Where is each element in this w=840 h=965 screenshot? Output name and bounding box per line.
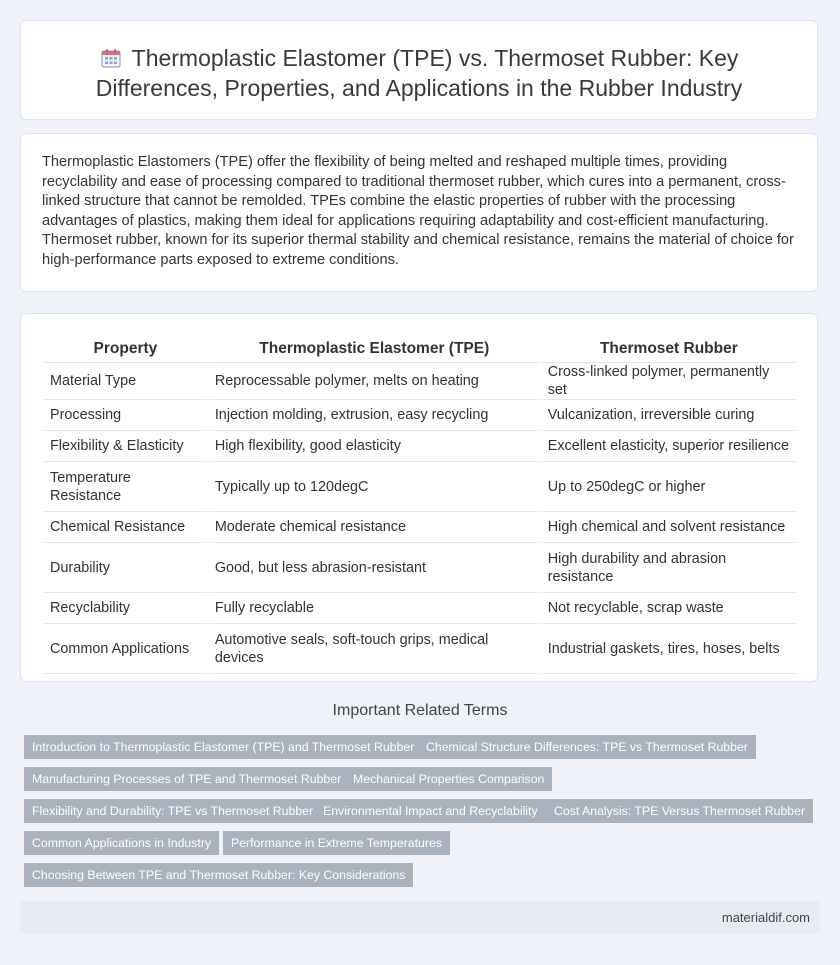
intro-paragraph: Thermoplastic Elastomers (TPE) offer the flexibility of being melted and reshaped multiple times, providing recyclability and ease of processing compared to traditional thermoset rubber, which cures into a permanent, cross-linked structure that cannot be remolded. TPEs combine the elastic properties of rubber with the processing advantages of plastics, making them ideal for applications requiring adaptability and cost-efficient manufacturing. Thermoset rubber, known for its superior thermal stability and chemical resistance, remains the material of choice for high-performance parts exposed to extreme conditions. (42, 154, 794, 268)
cell-thermoset: High chemical and solvent resistance (542, 512, 796, 543)
table-row (44, 363, 796, 400)
cell-property: Temperature Resistance (44, 462, 207, 512)
table-header-row (44, 332, 796, 363)
table-row (44, 543, 796, 593)
footer-site-link[interactable]: materialdif.com (721, 910, 810, 925)
related-terms-heading: Important Related Terms (332, 702, 508, 719)
cell-property: Processing (44, 400, 207, 431)
page-title: Thermoplastic Elastomer (TPE) vs. Thermoset Rubber: Key Differences, Properties, and Applications in the Rubber Industry (95, 45, 743, 101)
cell-tpe: Fully recyclable (209, 593, 540, 624)
related-tag[interactable]: Performance in Extreme Temperatures (223, 831, 450, 855)
header-tpe: Thermoplastic Elastomer (TPE) (209, 332, 540, 363)
cell-tpe: Moderate chemical resistance (209, 512, 540, 543)
cell-property: Recyclability (44, 593, 207, 624)
cell-tpe: Typically up to 120degC (209, 462, 540, 512)
header-property: Property (44, 332, 207, 363)
comparison-table (42, 332, 798, 674)
related-tag[interactable]: Introduction to Thermoplastic Elastomer (TPE) and Thermoset Rubber (24, 735, 422, 759)
cell-thermoset: High durability and abrasion resistance (542, 543, 796, 593)
calendar-icon (100, 46, 122, 68)
cell-thermoset: Cross-linked polymer, permanently set (542, 363, 796, 400)
cell-tpe: Automotive seals, soft-touch grips, medical devices (209, 624, 540, 674)
table-row (44, 624, 796, 674)
cell-tpe: Reprocessable polymer, melts on heating (209, 363, 540, 400)
related-tag[interactable]: Mechanical Properties Comparison (345, 767, 552, 791)
comparison-card (20, 313, 818, 682)
related-tag[interactable]: Manufacturing Processes of TPE and Thermoset Rubber (24, 767, 349, 791)
related-tag[interactable]: Common Applications in Industry (24, 831, 219, 855)
cell-thermoset: Industrial gaskets, tires, hoses, belts (542, 624, 796, 674)
cell-property: Durability (44, 543, 207, 593)
cell-property: Chemical Resistance (44, 512, 207, 543)
table-row (44, 512, 796, 543)
related-tag[interactable]: Cost Analysis: TPE Versus Thermoset Rubber (546, 799, 813, 823)
cell-tpe: Good, but less abrasion-resistant (209, 543, 540, 593)
cell-tpe: Injection molding, extrusion, easy recycling (209, 400, 540, 431)
cell-property: Material Type (44, 363, 207, 400)
title-card (20, 20, 818, 120)
related-tag[interactable]: Choosing Between TPE and Thermoset Rubber: Key Considerations (24, 863, 413, 887)
header-thermoset: Thermoset Rubber (542, 332, 796, 363)
related-tag[interactable]: Environmental Impact and Recyclability (315, 799, 546, 823)
related-tag[interactable]: Flexibility and Durability: TPE vs Thermoset Rubber (24, 799, 321, 823)
cell-thermoset: Vulcanization, irreversible curing (542, 400, 796, 431)
cell-property: Flexibility & Elasticity (44, 431, 207, 462)
page-title-wrap (21, 43, 817, 103)
footer-bar (20, 901, 820, 934)
cell-thermoset: Up to 250degC or higher (542, 462, 796, 512)
cell-thermoset: Excellent elasticity, superior resilience (542, 431, 796, 462)
cell-tpe: High flexibility, good elasticity (209, 431, 540, 462)
table-row (44, 593, 796, 624)
table-row (44, 400, 796, 431)
cell-thermoset: Not recyclable, scrap waste (542, 593, 796, 624)
related-tag[interactable]: Chemical Structure Differences: TPE vs Thermoset Rubber (418, 735, 756, 759)
table-row (44, 462, 796, 512)
intro-card (20, 133, 818, 292)
cell-property: Common Applications (44, 624, 207, 674)
table-row (44, 431, 796, 462)
